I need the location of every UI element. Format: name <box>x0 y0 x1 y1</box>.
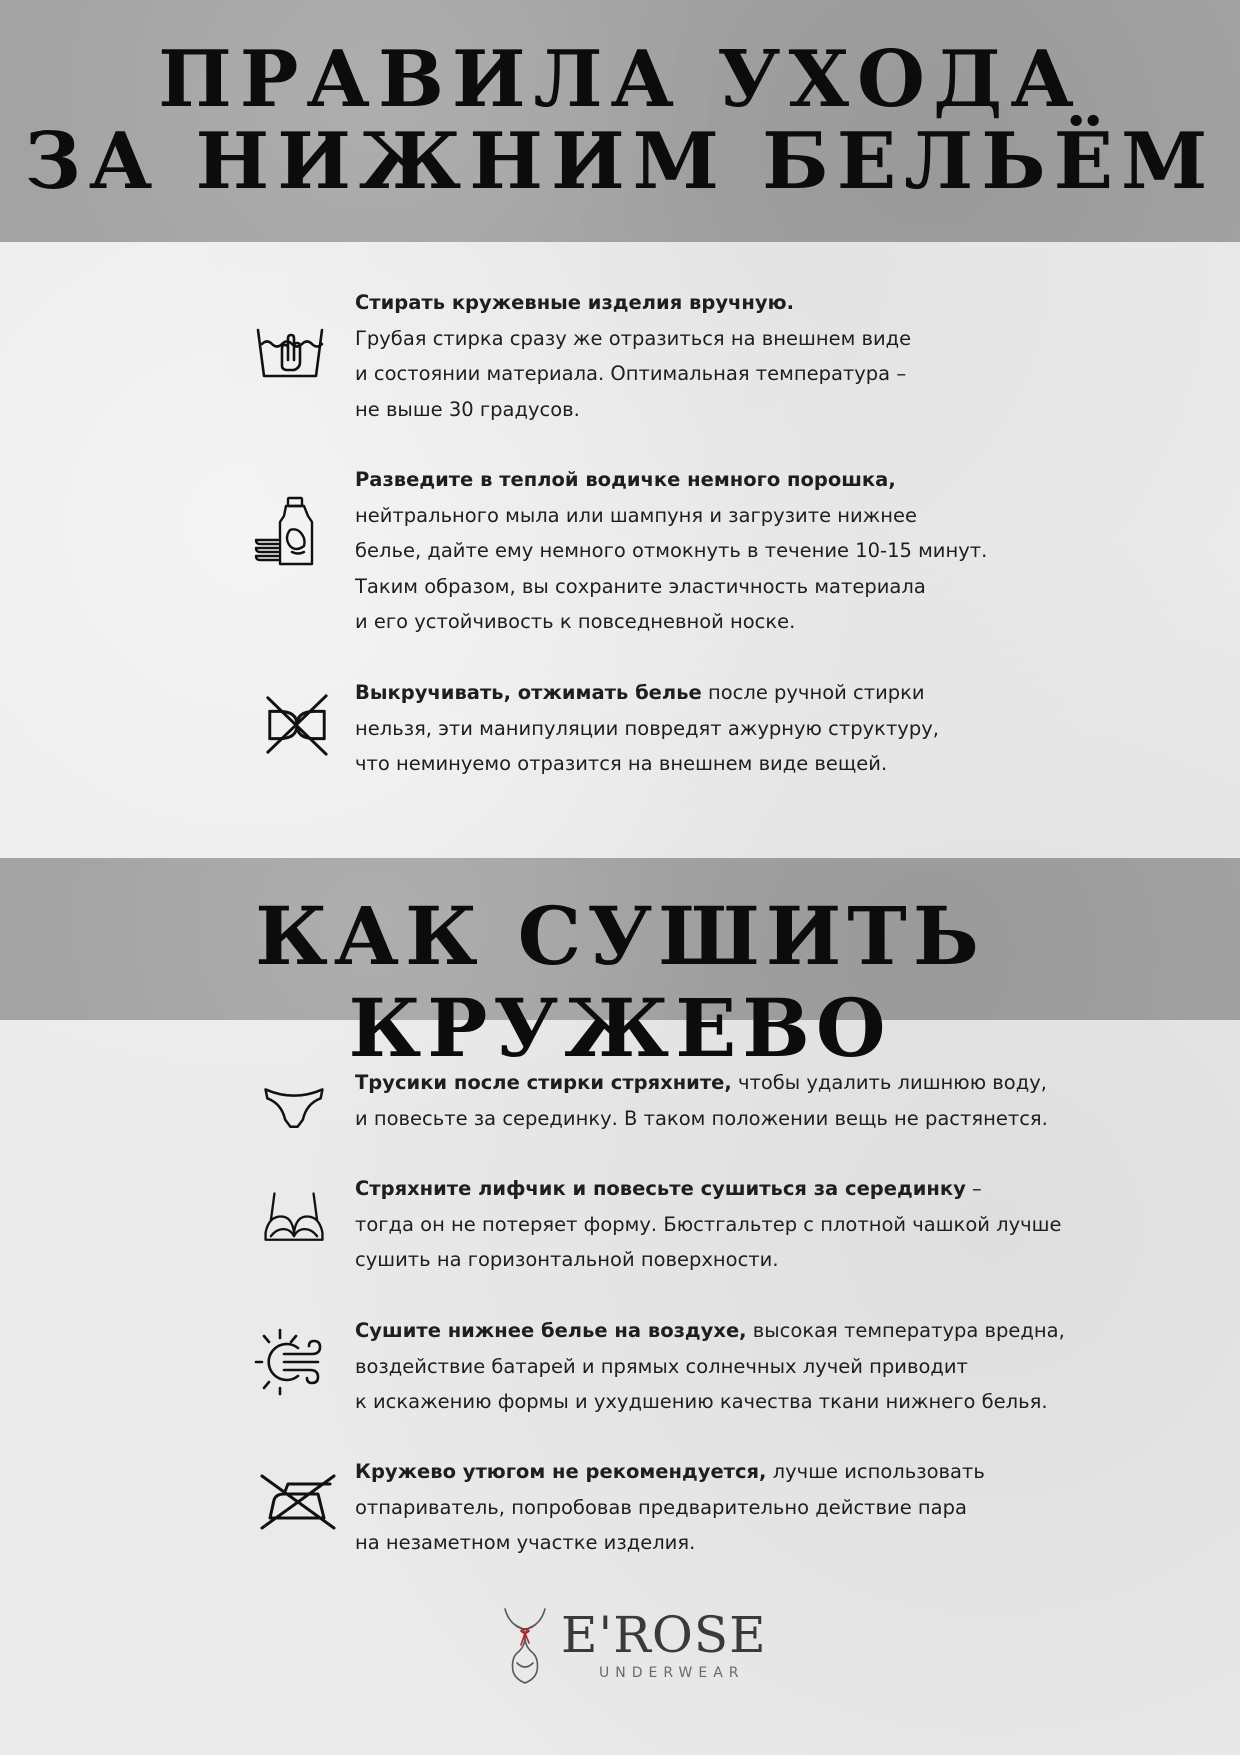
air-dry-icon <box>254 1326 326 1398</box>
washing-item-3-bold: Выкручивать, отжимать белье <box>355 681 702 704</box>
detergent-bottle-icon <box>254 496 326 568</box>
drying-item-2-line-1: тогда он не потеряет форму. Бюстгальтер с плотной чашкой лучше <box>355 1212 1062 1236</box>
do-not-wring-icon <box>262 690 332 760</box>
drying-item-4-rest: лучше использовать <box>766 1460 985 1483</box>
drying-item-2-rest: – <box>965 1177 982 1200</box>
bra-icon <box>262 1190 326 1254</box>
washing-item-2-line-1: нейтрального мыла или шампуня и загрузите нижнее <box>355 503 917 527</box>
washing-item-1-line-2: и состоянии материала. Оптимальная температура – <box>355 362 907 385</box>
drying-item-1 <box>355 1065 1115 1136</box>
logo-figure-icon <box>495 1605 555 1685</box>
washing-item-2-bold: Разведите в теплой водичке немного порошка, <box>355 468 896 491</box>
washing-item-1-line-1: Грубая стирка сразу же отразиться на внешнем виде <box>355 326 912 350</box>
hand-wash-icon <box>254 318 326 390</box>
panties-icon <box>262 1077 326 1141</box>
washing-item-2-line-4: и его устойчивость к повседневной носке. <box>355 610 796 633</box>
do-not-iron-icon <box>258 1470 338 1534</box>
drying-item-2 <box>355 1171 1115 1278</box>
logo-brand-name: E'ROSE <box>561 1606 767 1664</box>
drying-title: КАК СУШИТЬ КРУЖЕВО <box>255 889 985 1075</box>
washing-item-3 <box>355 675 1115 782</box>
page-title-line-2: ЗА НИЖНИМ БЕЛЬЁМ <box>24 116 1216 207</box>
drying-item-3-line-1: воздействие батарей и прямых солнечных лучей приводит <box>355 1354 968 1378</box>
washing-item-1-line-3: не выше 30 градусов. <box>355 397 580 421</box>
drying-item-4-line-1: отпариватель, попробовав предварительно действие пара <box>355 1495 967 1519</box>
washing-item-3-line-1: нельзя, эти манипуляции повредят ажурную структуру, <box>355 716 939 740</box>
washing-item-1-bold: Стирать кружевные изделия вручную. <box>355 291 794 314</box>
drying-item-3 <box>355 1313 1115 1420</box>
washing-item-1 <box>355 285 1115 427</box>
drying-item-4 <box>355 1454 1115 1561</box>
drying-item-2-bold: Стряхните лифчик и повесьте сушиться за серединку <box>355 1177 966 1200</box>
drying-item-4-bold: Кружево утюгом не рекомендуется, <box>355 1460 767 1483</box>
drying-item-3-line-2: к искажению формы и ухудшению качества ткани нижнего белья. <box>355 1390 1048 1413</box>
drying-item-3-bold: Сушите нижнее белье на воздухе, <box>355 1319 747 1342</box>
drying-item-1-rest: чтобы удалить лишнюю воду, <box>731 1071 1047 1094</box>
drying-item-2-line-2: сушить на горизонтальной поверхности. <box>355 1248 779 1271</box>
drying-item-1-line-1: и повесьте за серединку. В таком положении вещь не растянется. <box>355 1106 1048 1130</box>
page-title-line-1: ПРАВИЛА УХОДА <box>158 34 1082 125</box>
drying-item-3-rest: высокая температура вредна, <box>746 1319 1065 1342</box>
washing-item-2 <box>355 462 1115 640</box>
washing-item-3-line-2: что неминуемо отразится на внешнем виде вещей. <box>355 752 888 775</box>
washing-item-2-line-2: белье, дайте ему немного отмокнуть в течение 10-15 минут. <box>355 539 988 562</box>
drying-item-1-bold: Трусики после стирки стряхните, <box>355 1071 732 1094</box>
brand-logo <box>495 1605 767 1685</box>
washing-item-3-rest: после ручной стирки <box>701 681 925 704</box>
drying-item-4-line-2: на незаметном участке изделия. <box>355 1531 696 1554</box>
logo-subtitle: UNDERWEAR <box>599 1665 745 1681</box>
washing-item-2-line-3: Таким образом, вы сохраните эластичность материала <box>355 574 926 598</box>
